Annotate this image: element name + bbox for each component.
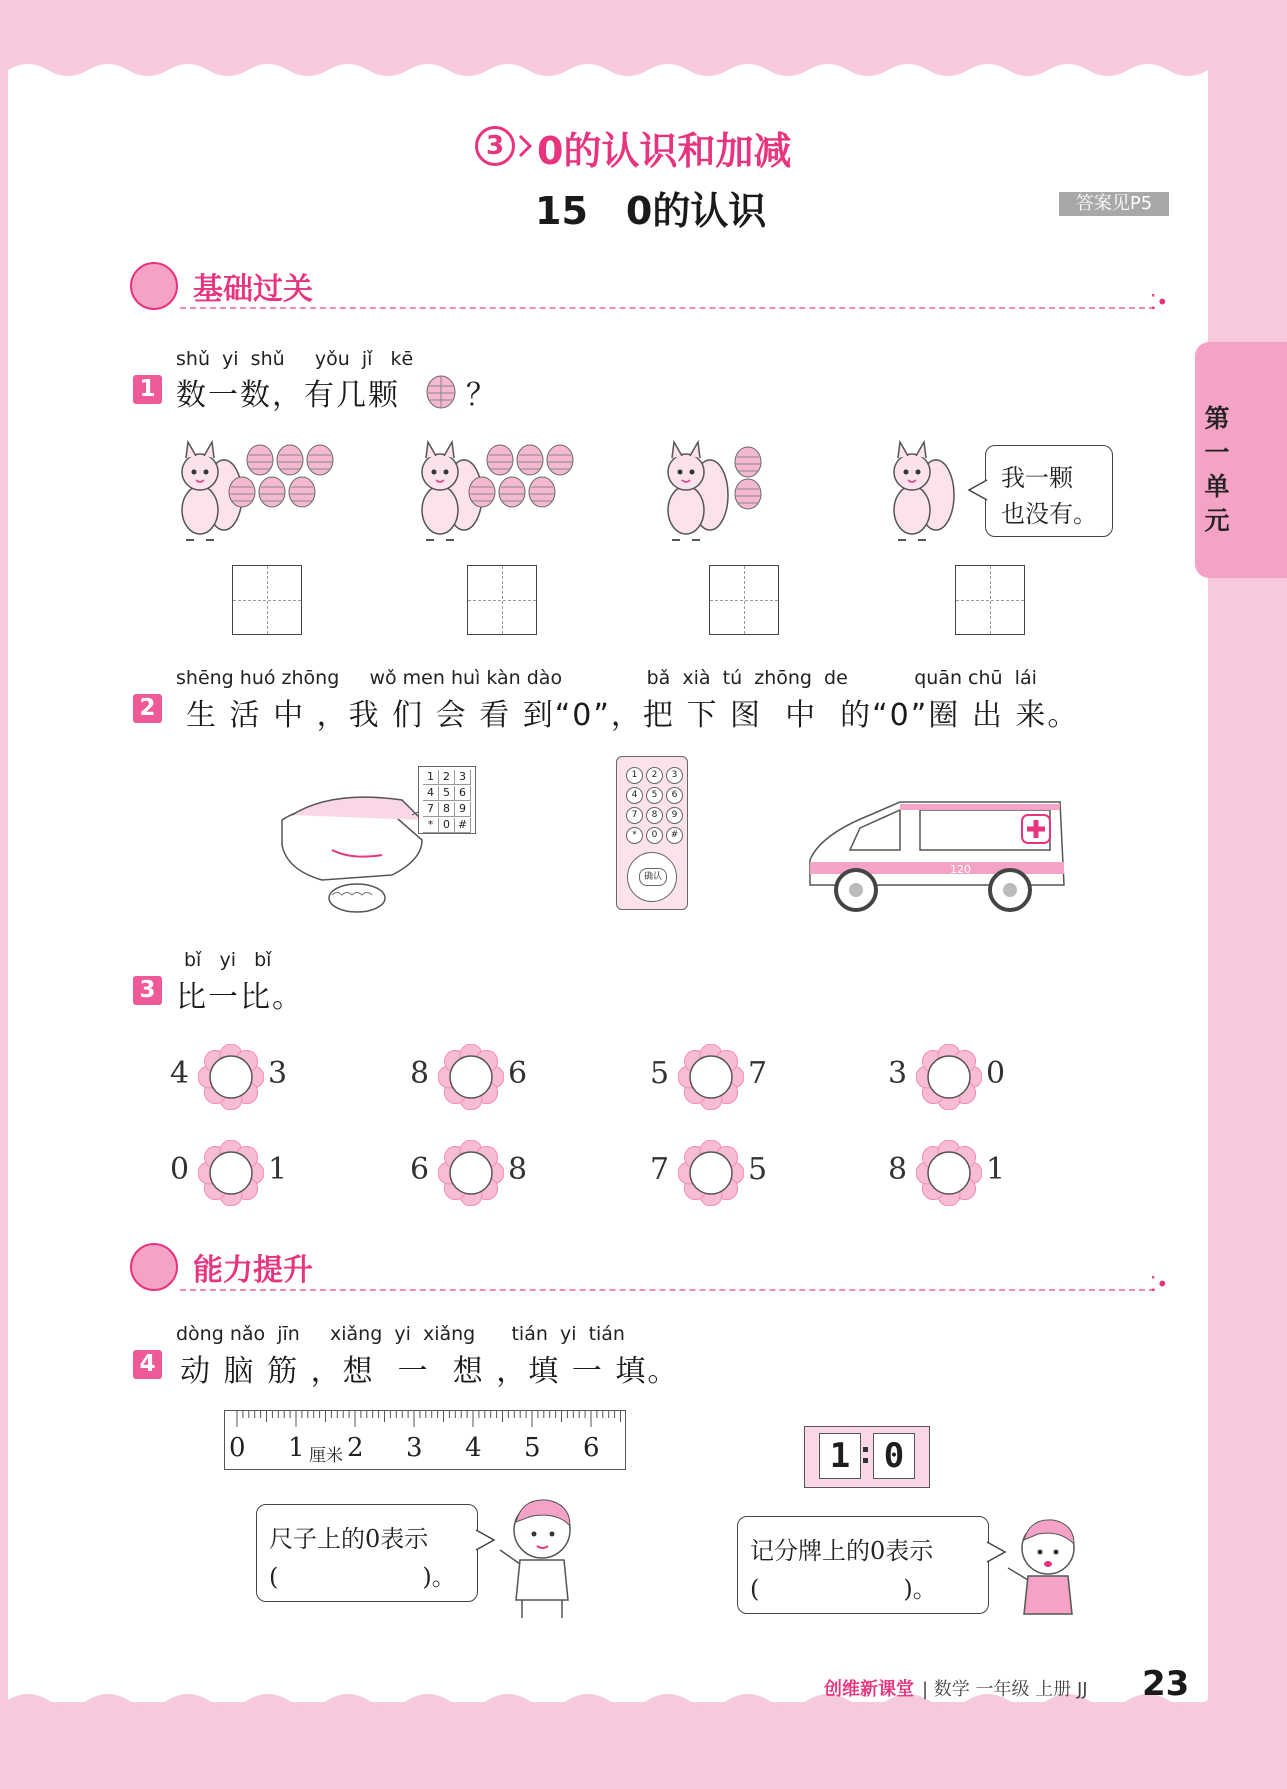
footer-brand: 创维新课堂 xyxy=(824,1679,914,1700)
pinecone-icon xyxy=(735,479,761,509)
compare-right-number: 6 xyxy=(508,1056,528,1091)
answer-box-3[interactable] xyxy=(709,565,779,635)
keypad-key: 9 xyxy=(455,802,471,817)
compare-right-number: 7 xyxy=(748,1056,768,1091)
footer-info: | 数学 一年级 上册 JJ xyxy=(922,1679,1088,1700)
ruler-label: 4 xyxy=(465,1433,482,1463)
bubble-line: 尺子上的0表示 xyxy=(269,1525,429,1553)
remote-key: 8 xyxy=(646,807,663,824)
q1-text: 数一数，有几颗 xyxy=(176,378,400,413)
keypad-key: * xyxy=(423,818,439,833)
ruler-label: 5 xyxy=(524,1433,541,1463)
keypad-grid xyxy=(423,770,475,833)
keypad-key: 4 xyxy=(423,786,439,801)
remote-key: 4 xyxy=(626,787,643,804)
boy-illustration xyxy=(998,1510,1098,1630)
bubble-line: 记分牌上的0表示 xyxy=(750,1537,934,1565)
pinecone-icon xyxy=(499,477,525,507)
compare-circle[interactable] xyxy=(916,1044,982,1110)
ruler-label: 3 xyxy=(406,1433,423,1463)
answer-blank-scoreboard[interactable]: ( )。 xyxy=(750,1575,937,1603)
compare-circle[interactable] xyxy=(198,1140,264,1206)
pinecone-icon xyxy=(289,477,315,507)
dots-icon: ⁚• xyxy=(1150,1272,1169,1296)
ruler-label: 1 xyxy=(288,1433,305,1463)
answer-reference: 答案见P5 xyxy=(1059,192,1169,216)
answer-box-4[interactable] xyxy=(955,565,1025,635)
speech-bubble-squirrel xyxy=(985,445,1113,537)
pinecone-icon xyxy=(424,372,458,410)
q4-pinyin: dòng nǎo jīn xiǎng yi xiǎng tián yi tián xyxy=(176,1323,625,1345)
lesson-title: 15 0的认识 xyxy=(535,189,767,233)
answer-blank-ruler[interactable]: ( )。 xyxy=(269,1563,456,1591)
remote-control xyxy=(616,756,688,910)
q1-pinyin: shǔ yi shǔ yǒu jǐ kē xyxy=(176,348,414,370)
keypad-key: # xyxy=(455,818,471,833)
section-divider xyxy=(180,1289,1155,1291)
compare-circle[interactable] xyxy=(678,1140,744,1206)
chevron-right-icon xyxy=(517,134,533,158)
q2-pinyin: shēng huó zhōng wǒ men huì kàn dào bǎ xià tú zhōng de quān chū lái xyxy=(176,667,1037,689)
scoreboard-right-card: 0 xyxy=(873,1433,915,1479)
compare-left-number: 6 xyxy=(410,1152,430,1187)
pinecone-icon xyxy=(247,445,273,475)
scoreboard xyxy=(804,1426,930,1488)
unit-side-tab-label: 第一单元 xyxy=(1204,404,1230,535)
ambulance-illustration xyxy=(800,790,1070,920)
ruler-label: 6 xyxy=(583,1433,600,1463)
pinecone-icon xyxy=(277,445,303,475)
keypad-key: 0 xyxy=(439,818,455,833)
remote-key: # xyxy=(666,827,683,844)
pinecone-icon xyxy=(735,447,761,477)
compare-left-number: 8 xyxy=(888,1152,908,1187)
ruler-unit: 厘米 xyxy=(309,1446,343,1466)
page-number: 23 xyxy=(1142,1664,1190,1704)
q2-text: 生 活 中 ，我 们 会 看 到“0”，把 下 图 中 的“0”圈 出 来。 xyxy=(186,698,1080,733)
pinecone-icon xyxy=(229,477,255,507)
compare-circle[interactable] xyxy=(438,1140,504,1206)
dots-icon: ⁚• xyxy=(1150,290,1169,314)
ruler-label: 2 xyxy=(347,1433,364,1463)
compare-left-number: 7 xyxy=(650,1152,670,1187)
scoreboard-colon xyxy=(863,1458,868,1463)
remote-key: 0 xyxy=(646,827,663,844)
compare-left-number: 8 xyxy=(410,1056,430,1091)
compare-right-number: 3 xyxy=(268,1056,288,1091)
compare-right-number: 1 xyxy=(268,1152,288,1187)
q1-number: 1 xyxy=(133,375,162,404)
ambulance-number: 120 xyxy=(950,863,971,876)
section-title-basic: 基础过关 xyxy=(193,272,313,307)
q4-number: 4 xyxy=(133,1350,162,1379)
q2-number: 2 xyxy=(133,694,162,723)
q3-number: 3 xyxy=(133,976,162,1005)
remote-key: 6 xyxy=(666,787,683,804)
keypad-key: 6 xyxy=(455,786,471,801)
compare-right-number: 5 xyxy=(748,1152,768,1187)
compare-left-number: 5 xyxy=(650,1056,670,1091)
unit-title: 0的认识和加减 xyxy=(537,129,792,173)
remote-key: 1 xyxy=(626,767,643,784)
compare-circle[interactable] xyxy=(916,1140,982,1206)
keypad-key: 2 xyxy=(439,770,455,785)
compare-right-number: 8 xyxy=(508,1152,528,1187)
compare-circle[interactable] xyxy=(678,1044,744,1110)
compare-right-number: 1 xyxy=(986,1152,1006,1187)
scoreboard-colon xyxy=(863,1447,868,1452)
bubble-tail xyxy=(967,478,989,502)
ruler-label: 0 xyxy=(229,1433,246,1463)
compare-right-number: 0 xyxy=(986,1056,1006,1091)
ruler xyxy=(224,1410,626,1470)
squirrel-group xyxy=(412,440,602,550)
speech-bubble-ruler xyxy=(256,1504,478,1602)
pinecone-icon xyxy=(307,445,333,475)
ruler-ticks xyxy=(225,1411,625,1431)
girl-avatar-icon xyxy=(130,262,178,310)
remote-keys xyxy=(626,767,687,844)
answer-box-1[interactable] xyxy=(232,565,302,635)
section-title-advanced: 能力提升 xyxy=(193,1253,313,1288)
compare-circle[interactable] xyxy=(198,1044,264,1110)
squirrel-group xyxy=(658,440,848,550)
unit-number-badge: 3 xyxy=(475,126,515,166)
boy-illustration xyxy=(492,1490,592,1620)
speech-bubble-scoreboard xyxy=(737,1516,989,1614)
remote-key: 2 xyxy=(646,767,663,784)
squirrel-group xyxy=(172,440,362,550)
remote-key: 9 xyxy=(666,807,683,824)
bubble-line: 我一颗 xyxy=(1001,464,1073,492)
remote-key: 5 xyxy=(646,787,663,804)
pinecone-icon xyxy=(517,445,543,475)
pinecone-icon xyxy=(259,477,285,507)
bubble-line: 也没有。 xyxy=(1001,500,1097,528)
keypad-key: 7 xyxy=(423,802,439,817)
pinecone-icon xyxy=(547,445,573,475)
compare-left-number: 0 xyxy=(170,1152,190,1187)
compare-left-number: 3 xyxy=(888,1056,908,1091)
keypad-key: 3 xyxy=(455,770,471,785)
keypad-key: 1 xyxy=(423,770,439,785)
remote-key: * xyxy=(626,827,643,844)
keypad-key: 8 xyxy=(439,802,455,817)
q4-text: 动 脑 筋 ，想 一 想 ，填 一 填。 xyxy=(180,1354,680,1389)
pinecone-icon xyxy=(487,445,513,475)
keypad-key: 5 xyxy=(439,786,455,801)
pinecone-icon xyxy=(469,477,495,507)
q3-pinyin: bǐ yi bǐ xyxy=(184,949,272,971)
answer-box-2[interactable] xyxy=(467,565,537,635)
scoreboard-left-card: 1 xyxy=(819,1433,861,1479)
compare-circle[interactable] xyxy=(438,1044,504,1110)
pinecone-icon xyxy=(529,477,555,507)
q1-question-mark: ？ xyxy=(466,378,498,413)
q3-text: 比一比。 xyxy=(176,980,304,1015)
remote-dpad xyxy=(627,852,677,902)
keypad-callout xyxy=(418,766,476,834)
remote-key: 3 xyxy=(666,767,683,784)
boy-avatar-icon xyxy=(130,1243,178,1291)
compare-left-number: 4 xyxy=(170,1056,190,1091)
remote-center-key: 确认 xyxy=(639,868,667,886)
remote-key: 7 xyxy=(626,807,643,824)
section-divider xyxy=(180,307,1155,309)
